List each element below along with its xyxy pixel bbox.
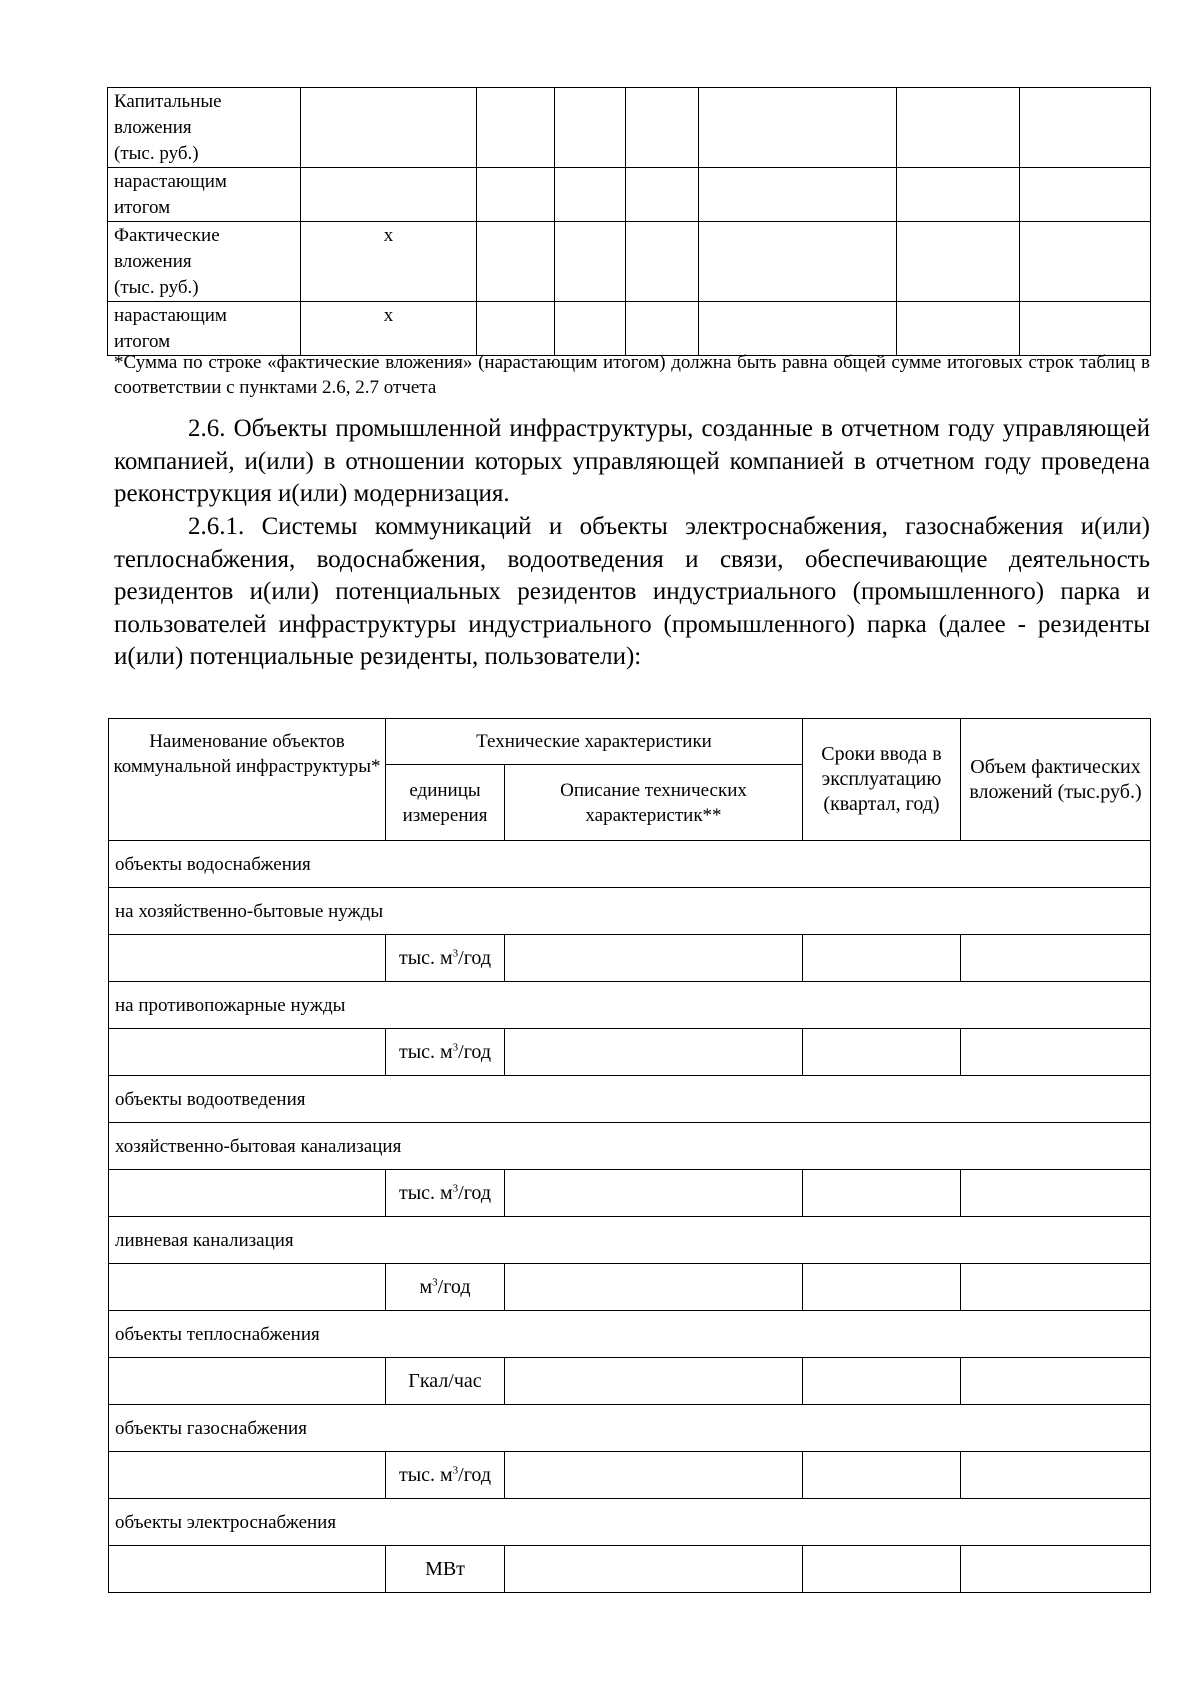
table-cell	[803, 1546, 961, 1593]
section-row	[109, 982, 1151, 1029]
section-row	[109, 1217, 1151, 1264]
table-cell	[555, 168, 626, 222]
section-label: хозяйственно-бытовая канализация	[109, 1123, 1151, 1170]
table-cell	[477, 88, 555, 168]
section-label: объекты газоснабжения	[109, 1405, 1151, 1452]
table-cell	[626, 168, 699, 222]
row-label: Фактические вложения (тыс. руб.)	[108, 222, 301, 302]
table-cell	[626, 302, 699, 356]
table-cell	[961, 1358, 1151, 1405]
table-cell	[961, 1029, 1151, 1076]
table-cell	[477, 222, 555, 302]
table-cell	[626, 222, 699, 302]
table-cell	[109, 1358, 386, 1405]
section-2-6-text: 2.6. Объекты промышленной инфраструктуры, созданные в отчетном году управляющей компанией, и(или) в отношении которых управляющей компанией в отчетном году проведена реконструкция и(или) модернизация.	[114, 415, 1150, 507]
table-cell: x	[301, 222, 477, 302]
row-label: Капитальные вложения (тыс. руб.)	[108, 88, 301, 168]
table-cell	[505, 1264, 803, 1311]
table-cell	[803, 1029, 961, 1076]
table-cell	[1020, 168, 1151, 222]
table-row	[109, 1452, 1151, 1499]
table-cell	[301, 88, 477, 168]
table-cell	[1020, 222, 1151, 302]
table-header-row	[109, 719, 1151, 765]
table-cell	[301, 168, 477, 222]
table-cell	[699, 302, 897, 356]
table-footnote: *Сумма по строке «фактические вложения» (нарастающим итогом) должна быть равна общей сумме итоговых строк таблиц в соответствии с пунктами 2.6, 2.7 отчета	[114, 352, 1150, 398]
table-row	[108, 168, 1151, 222]
table-row	[109, 935, 1151, 982]
col-header-terms: Сроки ввода в эксплуатацию (квартал, год)	[803, 719, 961, 841]
row-label: нарастающим итогом	[108, 302, 301, 356]
table-cell	[1020, 302, 1151, 356]
table-cell	[897, 222, 1020, 302]
table-cell	[505, 1452, 803, 1499]
table-cell	[897, 88, 1020, 168]
table-cell	[555, 222, 626, 302]
table-cell	[897, 168, 1020, 222]
table-cell	[505, 1170, 803, 1217]
table-cell	[505, 1029, 803, 1076]
table-row	[108, 302, 1151, 356]
table-cell	[109, 935, 386, 982]
table-cell	[961, 1546, 1151, 1593]
section-2-6-1-text: 2.6.1. Системы коммуникаций и объекты электроснабжения, газоснабжения и(или) теплоснабжения, водоснабжения, водоотведения и связи, обеспечивающие деятельность резидентов и(или) потенциальных резидентов индустриального (промышленного) парка и пользователей инфраструктуры индустриального (промышленного) парка (далее - резиденты и(или) потенциальные резиденты, пользователи):	[114, 513, 1150, 670]
table-cell	[1020, 88, 1151, 168]
table-cell	[803, 935, 961, 982]
table-row	[108, 88, 1151, 168]
table-cell	[555, 88, 626, 168]
section-row	[109, 1499, 1151, 1546]
table-row	[109, 1264, 1151, 1311]
section-label: объекты водоснабжения	[109, 841, 1151, 888]
table-cell	[699, 88, 897, 168]
col-header-name: Наименование объектов коммунальной инфраструктуры*	[109, 719, 386, 841]
table-cell	[505, 1546, 803, 1593]
table-cell	[109, 1029, 386, 1076]
table-cell	[109, 1546, 386, 1593]
section-row	[109, 1076, 1151, 1123]
col-header-volume: Объем фактических вложений (тыс.руб.)	[961, 719, 1151, 841]
section-row	[109, 1123, 1151, 1170]
col-header-desc: Описание технических характеристик**	[505, 765, 803, 841]
table-cell	[505, 935, 803, 982]
table-row	[109, 1546, 1151, 1593]
row-label: нарастающим итогом	[108, 168, 301, 222]
table-cell	[961, 1264, 1151, 1311]
table-cell	[477, 168, 555, 222]
unit-cell: $м^3$/год	[386, 1264, 505, 1311]
col-header-tech: Технические характеристики	[386, 719, 803, 765]
table-cell	[109, 1452, 386, 1499]
unit-cell: МВт	[386, 1546, 505, 1593]
section-label: объекты водоотведения	[109, 1076, 1151, 1123]
top-investments-table	[107, 87, 1151, 356]
table-cell	[477, 302, 555, 356]
table-cell	[961, 1170, 1151, 1217]
section-row	[109, 841, 1151, 888]
table-cell	[626, 88, 699, 168]
table-row	[109, 1170, 1151, 1217]
table-cell	[961, 1452, 1151, 1499]
table-row	[109, 1029, 1151, 1076]
table-cell: x	[301, 302, 477, 356]
table-cell	[699, 222, 897, 302]
table-cell	[803, 1170, 961, 1217]
col-header-units: единицы измерения	[386, 765, 505, 841]
unit-cell: тыс. $м^3$/год	[386, 1452, 505, 1499]
table-row	[109, 1358, 1151, 1405]
table-cell	[109, 1170, 386, 1217]
table-row	[108, 222, 1151, 302]
section-label: объекты электроснабжения	[109, 1499, 1151, 1546]
section-row	[109, 1405, 1151, 1452]
section-row	[109, 888, 1151, 935]
table-cell	[803, 1452, 961, 1499]
section-label: объекты теплоснабжения	[109, 1311, 1151, 1358]
table-cell	[803, 1358, 961, 1405]
table-cell	[699, 168, 897, 222]
unit-cell: тыс. $м^3$/год	[386, 1029, 505, 1076]
unit-cell: тыс. $м^3$/год	[386, 1170, 505, 1217]
table-cell	[897, 302, 1020, 356]
table-cell	[555, 302, 626, 356]
table-cell	[961, 935, 1151, 982]
table-cell	[803, 1264, 961, 1311]
section-label: на противопожарные нужды	[109, 982, 1151, 1029]
section-row	[109, 1311, 1151, 1358]
section-label: ливневая канализация	[109, 1217, 1151, 1264]
unit-cell: Гкал/час	[386, 1358, 505, 1405]
infrastructure-objects-table	[108, 718, 1151, 1593]
unit-cell: тыс. $м^3$/год	[386, 935, 505, 982]
table-cell	[505, 1358, 803, 1405]
table-cell	[109, 1264, 386, 1311]
section-label: на хозяйственно-бытовые нужды	[109, 888, 1151, 935]
